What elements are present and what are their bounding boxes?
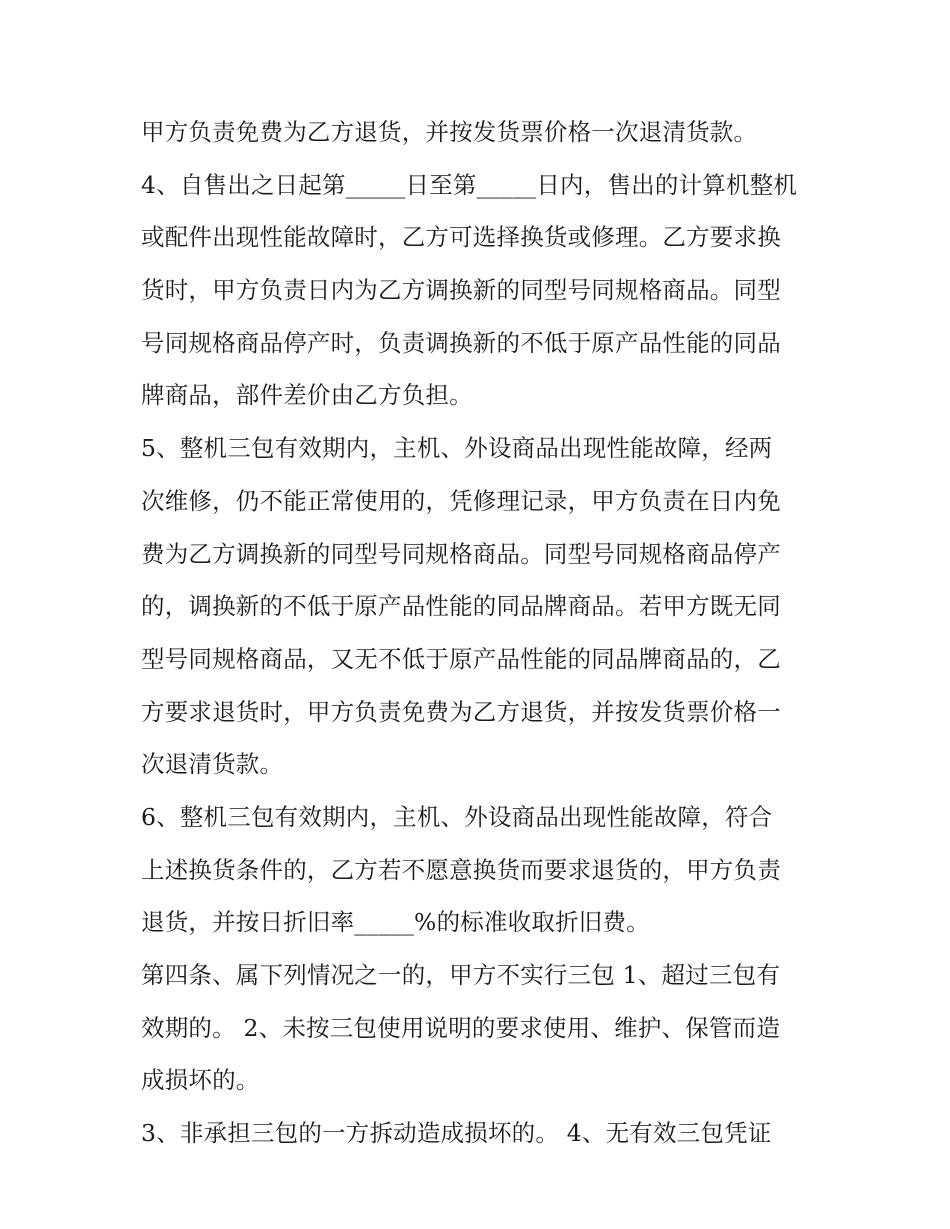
text-line: 方要求退货时，甲方负责免费为乙方退货，并按发货票价格一 [141, 697, 781, 726]
text-line: 第四条、属下列情况之一的，甲方不实行三包 1、超过三包有 [141, 961, 781, 989]
text-line: 或配件出现性能故障时，乙方可选择换货或修理。乙方要求换 [141, 223, 781, 252]
text-line: 货时，甲方负责日内为乙方调换新的同型号同规格商品。同型 [141, 276, 781, 305]
text-line: 费为乙方调换新的同型号同规格商品。同型号同规格商品停产 [141, 539, 781, 568]
text-line: 成损坏的。 [141, 1066, 260, 1095]
text-line: 6、整机三包有效期内，主机、外设商品出现性能故障，符合 [141, 802, 773, 831]
text-line: 4、自售出之日起第_____日至第_____日内，售出的计算机整机 [141, 170, 798, 199]
text-line: 的，调换新的不低于原产品性能的同品牌商品。若甲方既无同 [141, 592, 781, 621]
text-line: 次退清货款。 [141, 750, 284, 779]
text-line: 上述换货条件的，乙方若不愿意换货而要求退货的，甲方负责 [141, 855, 781, 884]
text-line: 号同规格商品停产时，负责调换新的不低于原产品性能的同品 [141, 328, 781, 357]
text-line: 甲方负责免费为乙方退货，并按发货票价格一次退清货款。 [141, 118, 758, 146]
contract-body-text [141, 106, 821, 1160]
text-line: 3、非承担三包的一方拆动造成损坏的。 4、无有效三包凭证 [141, 1119, 772, 1148]
text-line: 退货，并按日折旧率_____%的标准收取折旧费。 [141, 908, 650, 937]
text-line: 型号同规格商品，又无不低于原产品性能的同品牌商品的，乙 [141, 644, 781, 673]
text-line: 次维修，仍不能正常使用的，凭修理记录，甲方负责在日内免 [141, 486, 781, 515]
text-line: 牌商品，部件差价由乙方负担。 [141, 381, 473, 410]
text-line: 5、整机三包有效期内，主机、外设商品出现性能故障，经两 [141, 434, 773, 463]
text-line: 效期的。 2、未按三包使用说明的要求使用、维护、保管而造 [141, 1013, 781, 1042]
